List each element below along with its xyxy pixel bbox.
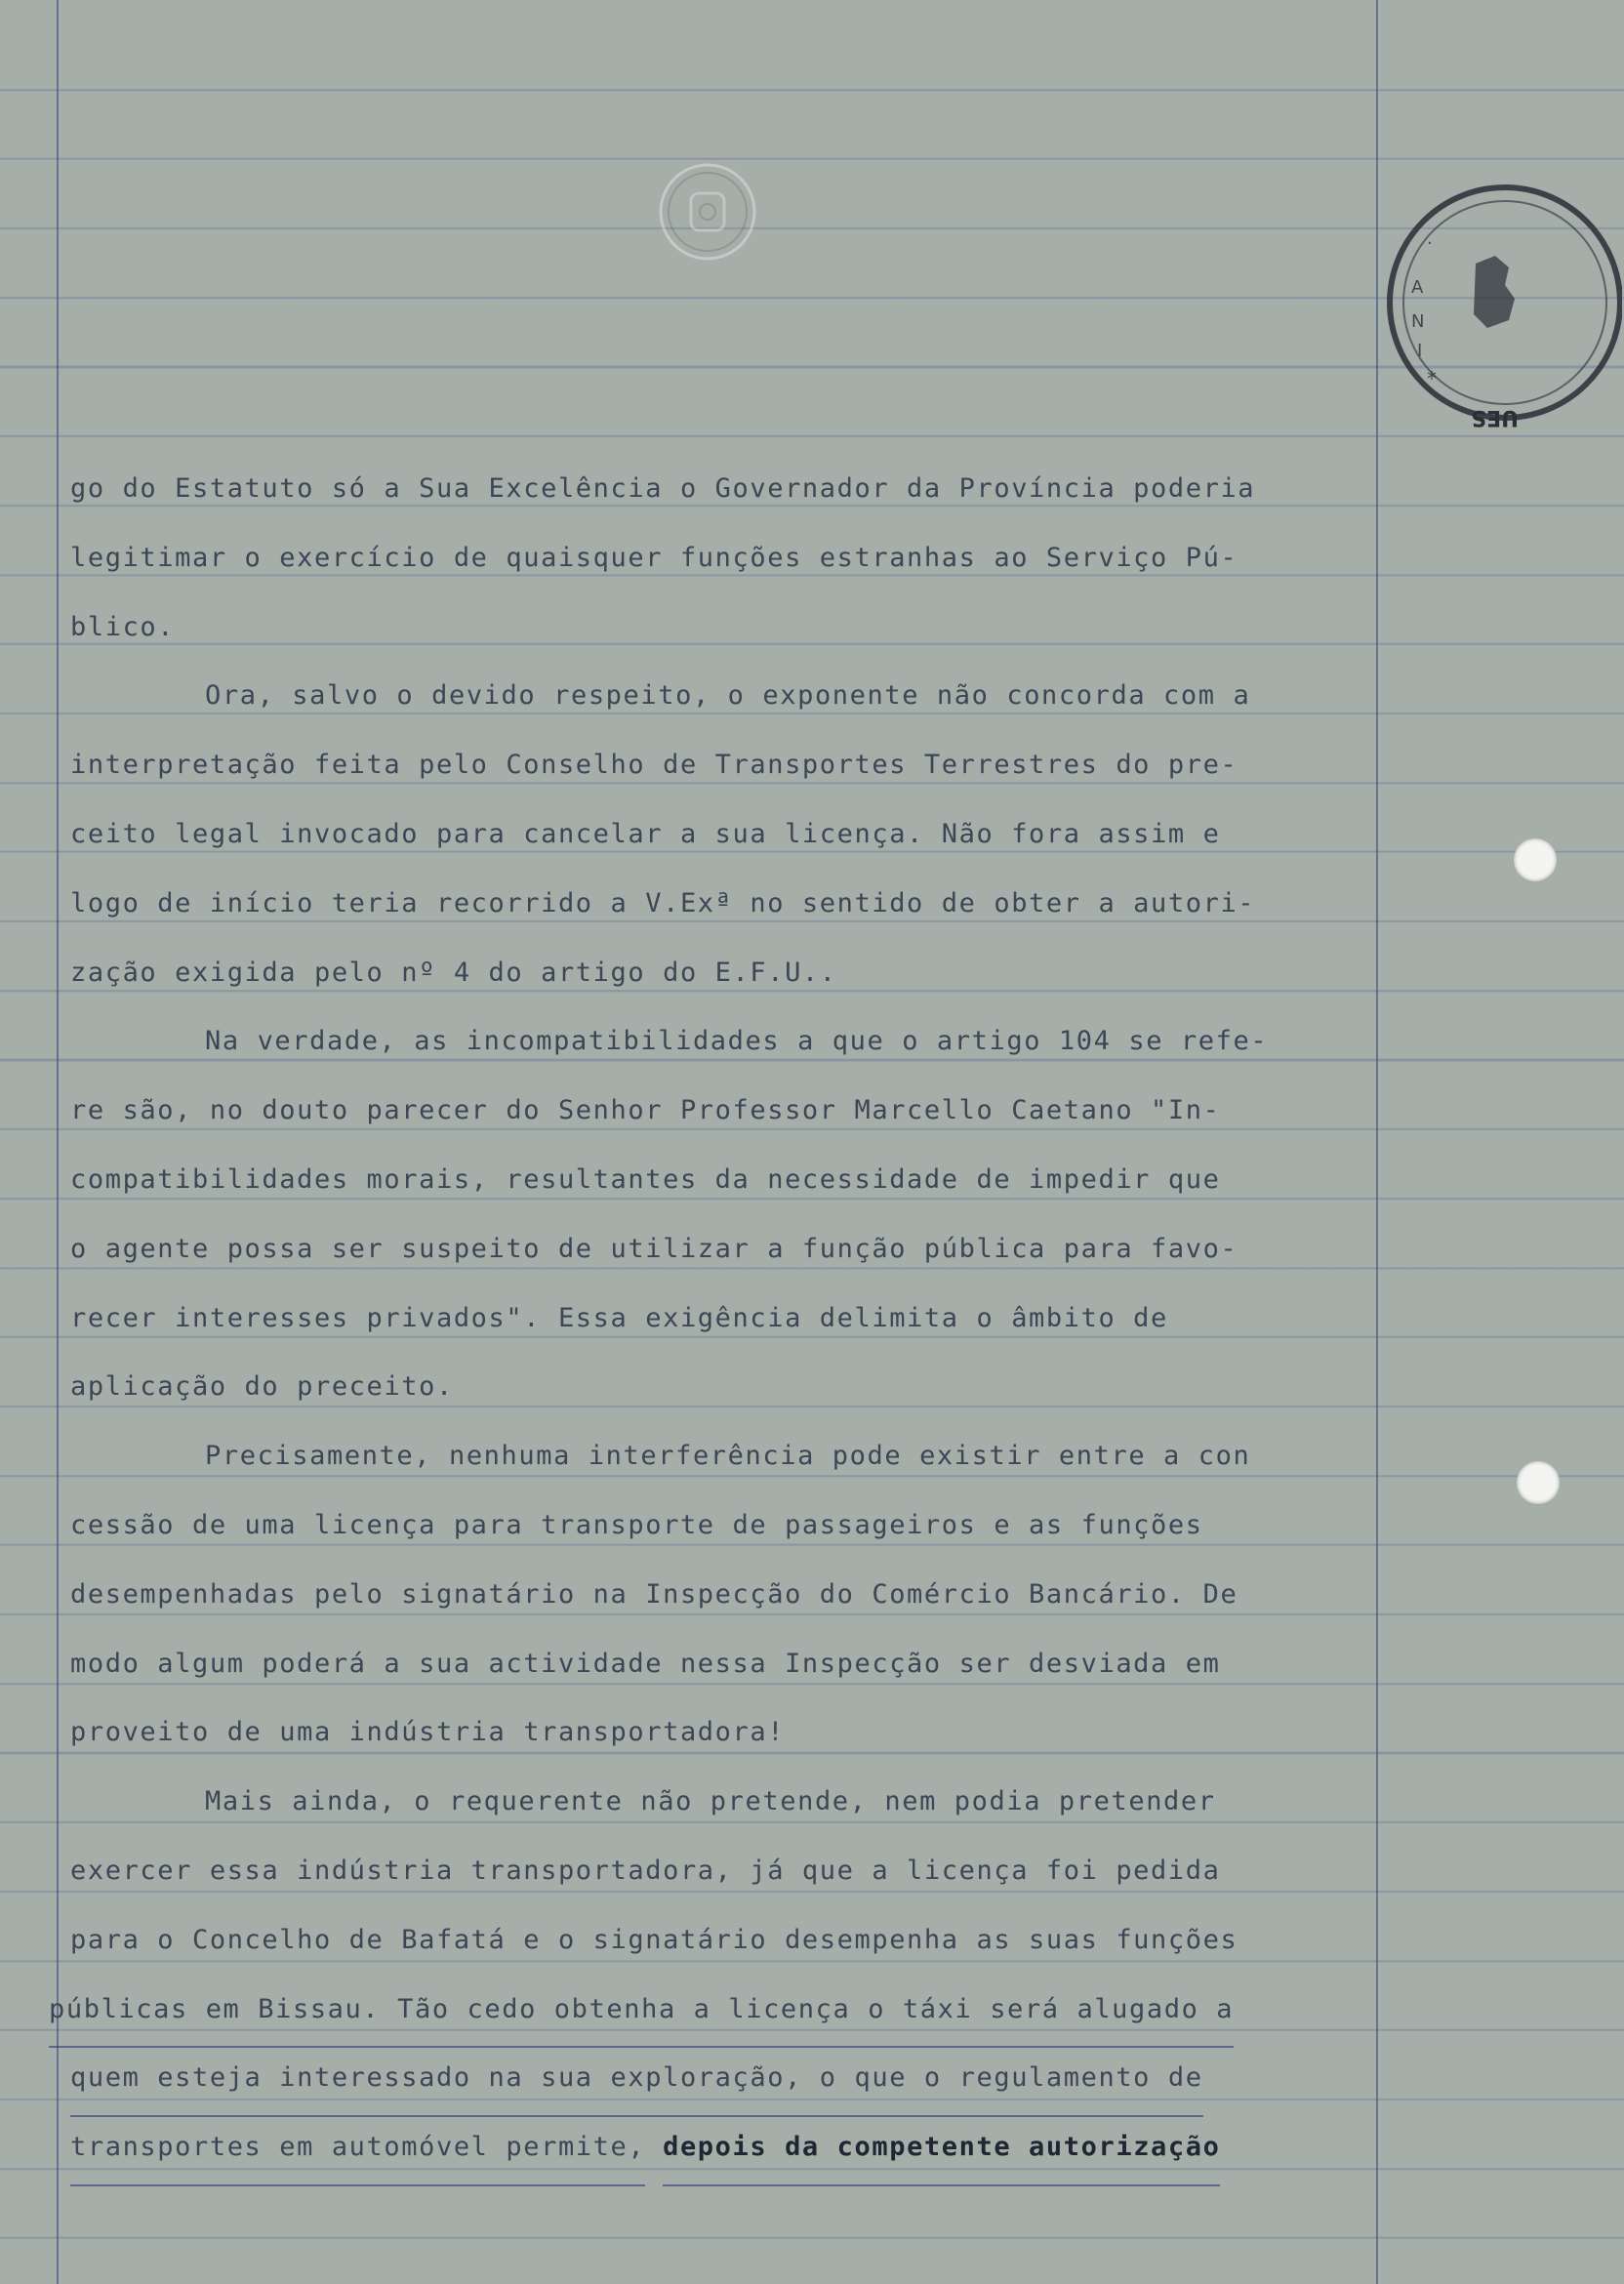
text-line: proveito de uma indústria transportadora! <box>70 1717 786 1748</box>
text-line: cessão de uma licença para transporte de passageiros e as funções <box>70 1509 1203 1540</box>
text-line: compatibilidades morais, resultantes da necessidade de impedir que <box>70 1163 1221 1195</box>
text-line: aplicação do preceito. <box>70 1371 454 1403</box>
text-line: logo de início teria recorrido a V.Exª no sentido de obter a autori- <box>70 887 1256 918</box>
text-line: ceito legal invocado para cancelar a sua licença. Não fora assim e <box>70 818 1221 849</box>
text-line: Na verdade, as incompatibilidades a que o artigo 104 se refe- <box>205 1026 1269 1057</box>
svg-text:A: A <box>1411 277 1424 298</box>
text-line: go do Estatuto só a Sua Excelência o Governador da Província poderia <box>70 473 1256 504</box>
text-line: Mais ainda, o requerente não pretende, nem podia pretender <box>205 1786 1216 1817</box>
punch-hole <box>1517 1461 1560 1504</box>
text-line: Precisamente, nenhuma interferência pode existir entre a con <box>205 1441 1251 1472</box>
svg-text:·: · <box>1427 233 1433 254</box>
text-line: exercer essa indústria transportadora, já que a licença foi pedida <box>70 1855 1221 1886</box>
svg-text:I: I <box>1417 341 1423 361</box>
text-line: o agente possa ser suspeito de utilizar a função pública para favo- <box>70 1233 1238 1264</box>
text-line: blico. <box>70 611 176 642</box>
bold-text-tail: depois da competente autorização <box>663 2113 1220 2186</box>
embossed-seal-icon <box>654 158 761 265</box>
text-line-underlined: quem esteja interessado na sua exploração, o que o regulamento de <box>70 2044 1378 2113</box>
typed-text-body <box>49 455 1378 2182</box>
text-line-underlined: públicas em Bissau. Tão cedo obtenha a licença o táxi será alugado a <box>49 1976 1378 2045</box>
text-line: zação exigida pelo nº 4 do artigo do E.F.U.. <box>70 957 837 988</box>
text-line: modo algum poderá a sua actividade nessa Inspecção ser desviada em <box>70 1648 1221 1679</box>
text-line-underlined: transportes em automóvel permite, depois da competente autorização <box>70 2113 1378 2182</box>
text-line: interpretação feita pelo Conselho de Transportes Terrestres do pre- <box>70 750 1238 781</box>
text-line: re são, no douto parecer do Senhor Professor Marcello Caetano "In- <box>70 1095 1221 1126</box>
text-line: recer interesses privados". Essa exigência delimita o âmbito de <box>70 1302 1168 1333</box>
text-line: Ora, salvo o devido respeito, o exponente não concorda com a <box>205 680 1251 712</box>
text-line: legitimar o exercício de quaisquer funções estranhas ao Serviço Pú- <box>70 542 1238 573</box>
svg-text:N: N <box>1411 311 1425 332</box>
svg-text:*: * <box>1427 367 1437 390</box>
text-line: desempenhadas pelo signatário na Inspecção do Comércio Bancário. De <box>70 1578 1238 1610</box>
text-line: para o Concelho de Bafatá e o signatário desempenha as suas funções <box>70 1924 1238 1955</box>
left-margin-rule <box>57 0 59 2284</box>
punch-hole <box>1514 838 1557 881</box>
stamp-lettering: UES <box>1471 405 1519 429</box>
